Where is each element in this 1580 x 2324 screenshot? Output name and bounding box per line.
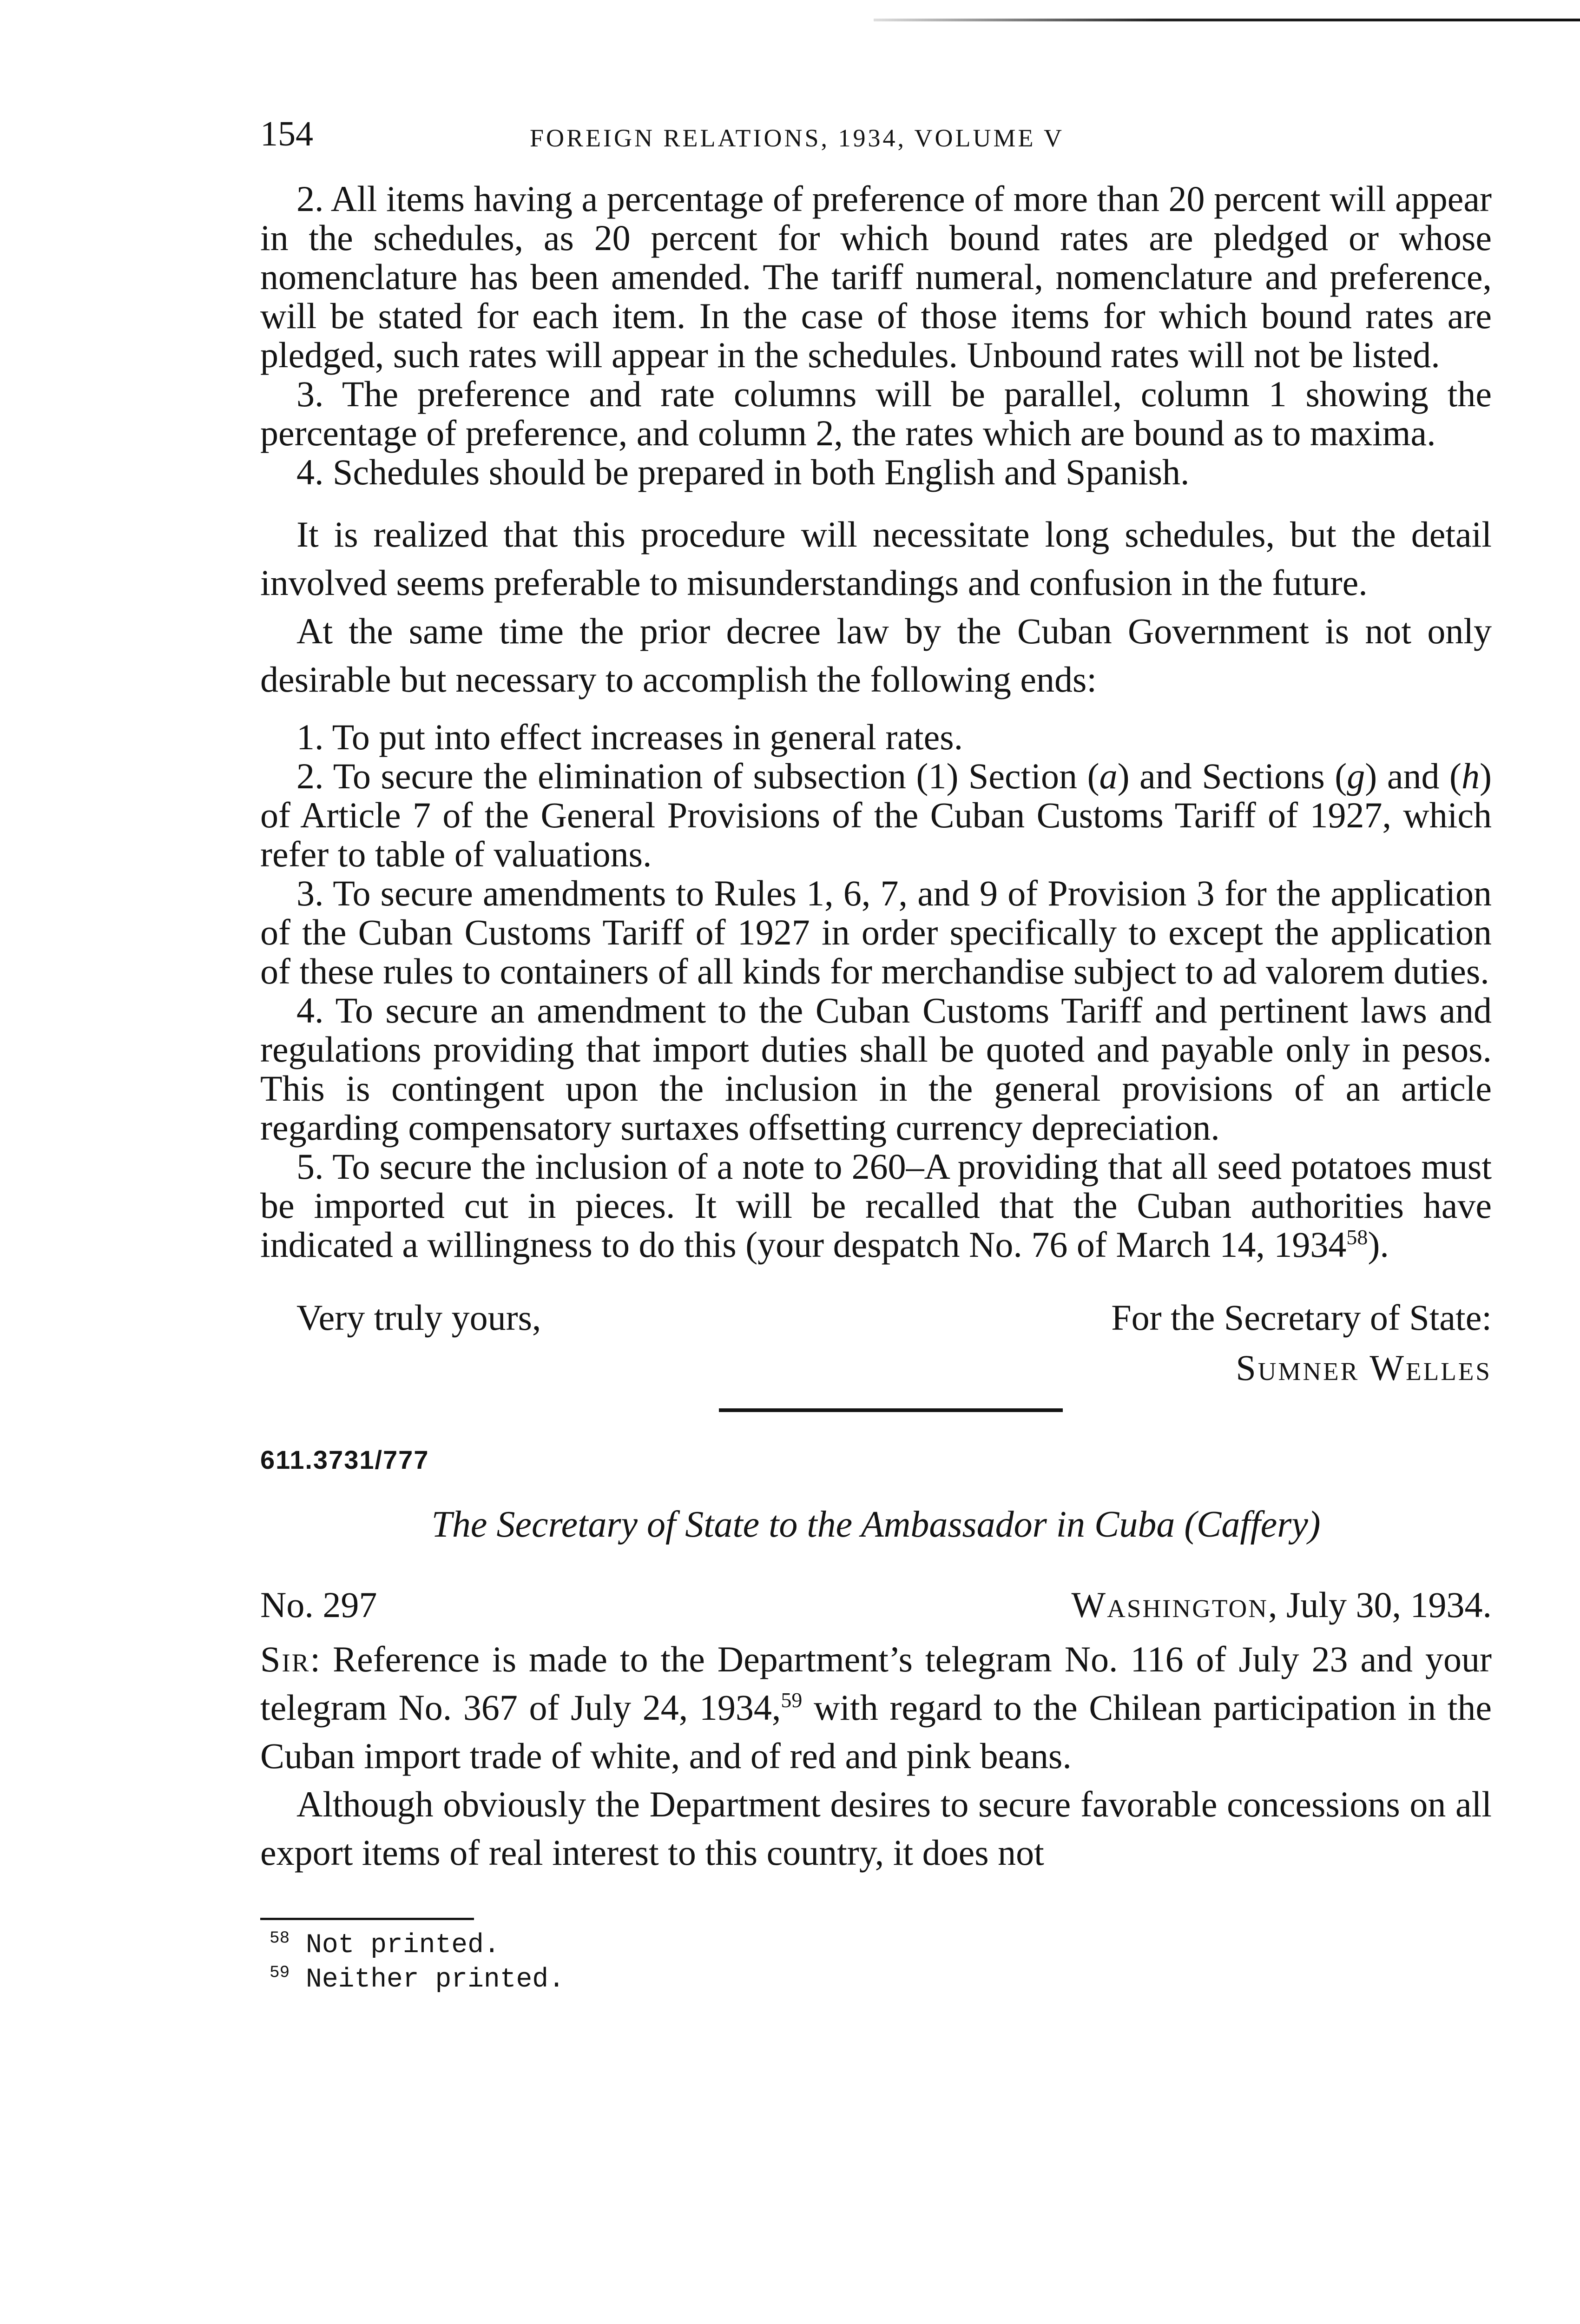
scan-edge-line bbox=[874, 19, 1580, 21]
document-page bbox=[260, 116, 1492, 1997]
despatch-number: No. 297 bbox=[260, 1585, 377, 1625]
letter-heading: The Secretary of State to the Ambassador in Cuba (Caffery) bbox=[431, 1504, 1321, 1545]
list-item: 4. Schedules should be prepared in both English and Spanish. bbox=[296, 452, 1190, 492]
list-item: 5. To secure the inclusion of a note to 260–A providing that all seed potatoes must be imported cut in pieces. It will be recalled that the Cuban authorities have indicated a willingness to do this (your despatch No. 76 of March 14, 1934$^{58}$). bbox=[260, 1146, 1492, 1265]
running-head bbox=[260, 116, 1492, 172]
footnote-rule bbox=[260, 1918, 474, 1920]
place-date: Washington, July 30, 1934. bbox=[1071, 1585, 1492, 1625]
footnote: $^{58}$ Not printed. bbox=[270, 1928, 500, 1961]
list-item: 2. All items having a percentage of preference of more than 20 percent will appear in the schedules, as 20 percent for which bound rates are pledged or whose nomenclature has been amended. The tariff numeral, nomenclature and preference, will be stated for each item. In the case of those items for which bound rates are pledged, such rates will appear in the schedules. Unbound rates will not be listed. bbox=[260, 178, 1492, 375]
list-item: 4. To secure an amendment to the Cuban Customs Tariff and pertinent laws and regulations providing that import duties shall be quoted and payable only in pesos. This is contingent upon the inclusion in the general provisions of an article regarding compensatory surtaxes offsetting currency depreciation. bbox=[260, 990, 1492, 1148]
for-secretary: For the Secretary of State: bbox=[1111, 1297, 1492, 1338]
ends-list bbox=[260, 718, 1492, 1264]
footnote-ref: 58 bbox=[1346, 1225, 1368, 1249]
paragraph: Although obviously the Department desires to secure favorable concessions on all export items of real interest to this country, it does not bbox=[260, 1784, 1492, 1873]
list-item: 3. To secure amendments to Rules 1, 6, 7, and 9 of Provision 3 for the application of the Cuban Customs Tariff of 1927 in order specifically to except the application of these rules to containers of all kinds for merchandise subject to ad valorem duties. bbox=[260, 873, 1492, 991]
section-divider bbox=[719, 1408, 1063, 1412]
closing: Very truly yours, bbox=[296, 1297, 541, 1338]
paragraph: It is realized that this procedure will necessitate long schedules, but the detail involved seems preferable to misunderstandings and confusion in the future. bbox=[260, 514, 1492, 603]
body-paragraphs bbox=[260, 510, 1492, 704]
footnotes bbox=[260, 1928, 1492, 1997]
signer-name: Sumner Welles bbox=[1236, 1347, 1492, 1388]
dateline bbox=[260, 1584, 1492, 1635]
page-number: 154 bbox=[260, 114, 313, 153]
running-title: FOREIGN RELATIONS, 1934, VOLUME V bbox=[530, 124, 1065, 152]
paragraph: Sir: Reference is made to the Department’s telegram No. 116 of July 23 and your telegram No. 367 of July 24, 1934,59 with regard to the Chilean participation in the Cuban import trade of white, and of red and pink beans. bbox=[260, 1639, 1492, 1776]
list-item: 3. The preference and rate columns will be parallel, column 1 showing the percentage of preference, and column 2, the rates which are bound as to maxima. bbox=[260, 374, 1492, 453]
footnote: $^{59}$ Neither printed. bbox=[270, 1963, 565, 1995]
list-item: 2. To secure the elimination of subsection (1) Section (a) and Sections (g) and (h) of Article 7 of the General Provisions of the Cuban Customs Tariff of 1927, which refer to table of valuations. bbox=[260, 756, 1492, 874]
paragraph: At the same time the prior decree law by the Cuban Government is not only desirable but necessary to accomplish the following ends: bbox=[260, 611, 1492, 700]
file-number: 611.3731/777 bbox=[260, 1445, 429, 1474]
salutation: Sir bbox=[260, 1639, 310, 1679]
footnote-ref: 59 bbox=[781, 1688, 803, 1712]
signoff bbox=[260, 1297, 1492, 1399]
letter-body bbox=[260, 1635, 1492, 1877]
schedule-rules-list bbox=[260, 179, 1492, 492]
list-item: 1. To put into effect increases in general rates. bbox=[296, 717, 963, 757]
